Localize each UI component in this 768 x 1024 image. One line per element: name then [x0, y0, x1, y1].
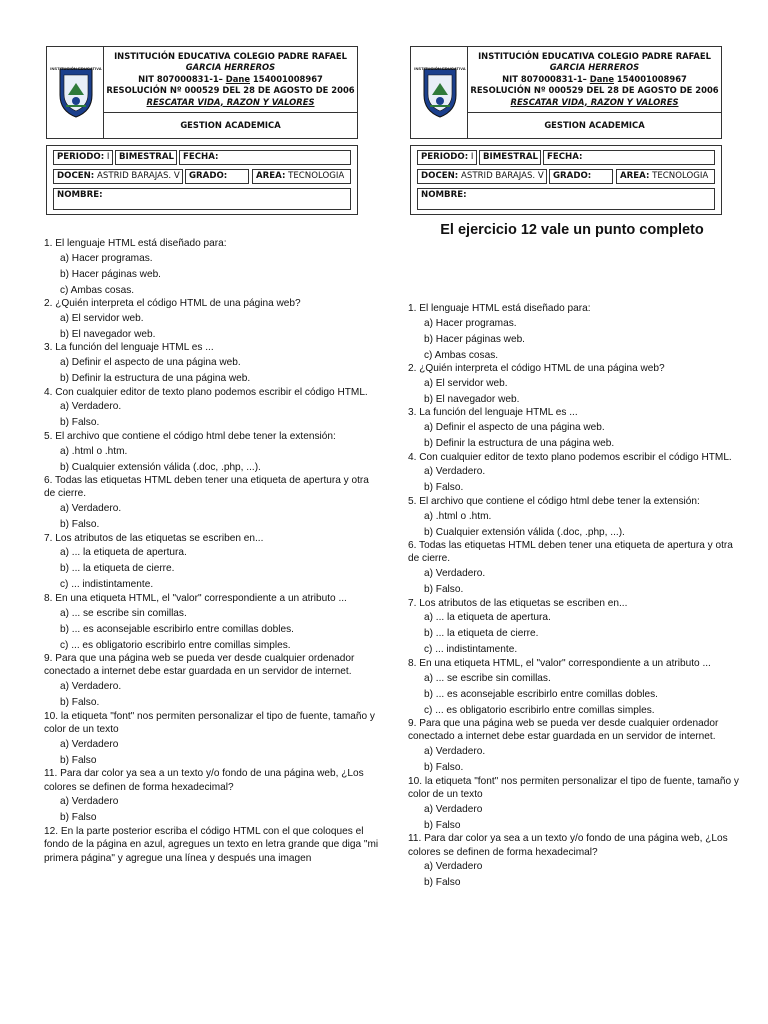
answer-option[interactable]: a) Hacer programas. [60, 252, 153, 264]
question-item [408, 597, 740, 657]
question-stem: 10. la etiqueta "font" nos permiten personalizar el tipo de fuente, tamaño y color de un texto [44, 710, 375, 736]
answer-option[interactable]: a) Verdadero. [60, 681, 122, 693]
question-stem: 3. La función del lenguaje HTML es ... [408, 407, 578, 419]
answer-option[interactable]: a) ... se escribe sin comillas. [424, 672, 551, 684]
question-stem: 11. Para dar color ya sea a un texto y/o fondo de una página web, ¿Los colores se definen de forma hexadecimal? [44, 768, 364, 793]
answer-option[interactable]: a) Verdadero [60, 796, 119, 808]
question-item [408, 657, 740, 717]
gestion-academica-label: GESTION ACADEMICA [544, 120, 645, 130]
question-list [408, 302, 740, 890]
logo-text: INSTITUCIÓN EDUCATIVA [414, 66, 466, 71]
answer-option[interactable]: a) El servidor web. [60, 313, 144, 324]
question-stem: 9. Para que una página web se pueda ver desde cualquier ordenador conectado a internet debe estar guardada en un servidor de internet. [408, 718, 719, 743]
answer-option[interactable]: b) Falso. [60, 519, 100, 531]
bimestral-field[interactable]: BIMESTRAL [479, 150, 541, 165]
question-stem: 8. En una etiqueta HTML, el "valor" correspondiente a un atributo ... [44, 592, 347, 604]
logo-text: INSTITUCIÓN EDUCATIVA [50, 66, 102, 71]
header-line-3: NIT 807000831-1– Dane 154001008967 [138, 73, 323, 84]
question-stem: 6. Todas las etiquetas HTML deben tener una etiqueta de apertura y otra de cierre. [44, 475, 369, 500]
answer-option[interactable]: a) ... la etiqueta de apertura. [424, 612, 551, 624]
logo-cell [411, 47, 468, 138]
bimestral-field[interactable]: BIMESTRAL [115, 150, 177, 165]
area-field[interactable]: AREA: TECNOLOGIA [252, 169, 351, 184]
answer-option[interactable]: b) Definir la estructura de una página web. [60, 373, 251, 385]
fecha-field[interactable]: FECHA: [179, 150, 351, 165]
answer-option[interactable]: b) Cualquier extensión válida (.doc, .php, ...). [60, 461, 261, 473]
answer-option[interactable]: b) Falso [60, 812, 97, 824]
question-stem: 10. la etiqueta "font" nos permiten personalizar el tipo de fuente, tamaño y color de un texto [408, 775, 739, 801]
question-item [408, 495, 740, 539]
question-stem: 12. En la parte posterior escriba el código HTML con el que coloques el fondo de la página en azul, agregues un texto en letra grande que diga "mi primera página" y agregue una línea y después una imagen [44, 825, 379, 864]
answer-option[interactable]: b) ... la etiqueta de cierre. [60, 563, 175, 575]
answer-option[interactable]: b) Definir la estructura de una página web. [424, 438, 615, 450]
header-line-2: GARCIA HERREROS [185, 62, 276, 73]
answer-option[interactable]: c) ... es obligatorio escribirlo entre comillas simples. [424, 704, 655, 716]
docen-field[interactable]: DOCEN: ASTRID BARAJAS. V [53, 169, 183, 184]
answer-option[interactable]: a) Verdadero [424, 803, 483, 815]
answer-option[interactable]: b) ... es aconsejable escribirlo entre comillas dobles. [60, 623, 294, 635]
answer-option[interactable]: a) Verdadero. [424, 568, 486, 580]
question-stem: 4. Con cualquier editor de texto plano podemos escribir el código HTML. [44, 386, 368, 398]
answer-option[interactable]: b) Falso. [60, 697, 100, 709]
answer-option[interactable]: a) .html o .htm. [60, 445, 128, 457]
answer-option[interactable]: a) Verdadero. [60, 401, 122, 413]
question-item [44, 825, 380, 865]
question-item [408, 406, 740, 450]
answer-option[interactable]: b) Falso. [60, 417, 100, 429]
question-item [44, 386, 380, 430]
answer-option[interactable]: a) Definir el aspecto de una página web. [60, 357, 241, 369]
answer-option[interactable]: a) ... se escribe sin comillas. [60, 607, 187, 619]
header-line-3: NIT 807000831-1– Dane 154001008967 [502, 73, 687, 84]
answer-option[interactable]: a) El servidor web. [424, 378, 508, 389]
nombre-field[interactable]: NOMBRE: [417, 188, 715, 210]
question-item [44, 592, 380, 652]
question-stem: 8. En una etiqueta HTML, el "valor" correspondiente a un atributo ... [408, 657, 711, 669]
periodo-field[interactable]: PERIODO: I [53, 150, 113, 165]
question-stem: 5. El archivo que contiene el código html debe tener la extensión: [44, 430, 336, 442]
question-item [408, 539, 740, 597]
answer-option[interactable]: a) Verdadero. [60, 503, 122, 515]
answer-option[interactable]: a) Verdadero. [424, 746, 486, 758]
answer-option[interactable]: b) Falso [424, 877, 461, 889]
answer-option[interactable]: c) ... indistintamente. [60, 579, 154, 591]
answer-option[interactable]: b) El navegador web. [424, 394, 520, 405]
question-list [44, 237, 380, 865]
area-field[interactable]: AREA: TECNOLOGIA [616, 169, 715, 184]
question-stem: 7. Los atributos de las etiquetas se escriben en... [408, 597, 628, 609]
question-item [408, 717, 740, 775]
docen-field[interactable]: DOCEN: ASTRID BARAJAS. V [417, 169, 547, 184]
institution-title [468, 47, 721, 113]
grado-field[interactable]: GRADO: [185, 169, 249, 184]
answer-option[interactable]: b) Cualquier extensión válida (.doc, .php, ...). [424, 526, 625, 538]
answer-option[interactable]: a) Definir el aspecto de una página web. [424, 422, 605, 434]
answer-option[interactable]: a) .html o .htm. [424, 510, 492, 522]
logo-cell [47, 47, 104, 138]
answer-option[interactable]: b) Hacer páginas web. [424, 333, 525, 345]
header-line-1: INSTITUCIÓN EDUCATIVA COLEGIO PADRE RAFAEL [114, 51, 347, 61]
header-line-2: GARCIA HERREROS [549, 62, 640, 73]
answer-option[interactable]: c) Ambas cosas. [424, 349, 499, 361]
question-item [44, 710, 380, 768]
answer-option[interactable]: a) Hacer programas. [424, 317, 517, 329]
question-stem: 9. Para que una página web se pueda ver desde cualquier ordenador conectado a internet debe estar guardada en un servidor de internet. [44, 653, 355, 678]
nombre-field[interactable]: NOMBRE: [53, 188, 351, 210]
fecha-field[interactable]: FECHA: [543, 150, 715, 165]
question-stem: 6. Todas las etiquetas HTML deben tener una etiqueta de apertura y otra de cierre. [408, 540, 733, 565]
question-item [408, 775, 740, 833]
question-stem: 1. El lenguaje HTML está diseñado para: [408, 303, 591, 314]
question-item [408, 451, 740, 495]
student-info-form [410, 145, 722, 215]
answer-option[interactable]: b) Falso. [424, 584, 464, 596]
header-line-4: RESOLUCIÓN Nº 000529 DEL 28 DE AGOSTO DE 2006 [106, 85, 355, 96]
answer-option[interactable]: b) El navegador web. [60, 329, 156, 340]
question-stem: 7. Los atributos de las etiquetas se escriben en... [44, 532, 264, 544]
question-stem: 2. ¿Quién interpreta el código HTML de una página web? [408, 363, 665, 375]
header-line-4: RESOLUCIÓN Nº 000529 DEL 28 DE AGOSTO DE 2006 [470, 85, 719, 96]
question-item [44, 297, 380, 341]
student-info-form [46, 145, 358, 215]
header-line-5: RESCATAR VIDA, RAZON Y VALORES [510, 96, 679, 107]
answer-option[interactable]: b) Hacer páginas web. [60, 268, 161, 280]
answer-option[interactable]: b) ... es aconsejable escribirlo entre comillas dobles. [424, 688, 658, 700]
periodo-field[interactable]: PERIODO: I [417, 150, 477, 165]
question-item [408, 362, 740, 406]
question-item [44, 430, 380, 474]
answer-option[interactable]: a) Verdadero [60, 738, 119, 750]
answer-option[interactable]: c) ... indistintamente. [424, 644, 518, 656]
question-stem: 2. ¿Quién interpreta el código HTML de una página web? [44, 298, 301, 310]
institution-header [410, 46, 722, 139]
question-stem: 5. El archivo que contiene el código html debe tener la extensión: [408, 495, 700, 507]
exercise-note: El ejercicio 12 vale un punto completo [440, 222, 704, 238]
question-item [44, 767, 380, 825]
answer-option[interactable]: c) ... es obligatorio escribirlo entre comillas simples. [60, 639, 291, 651]
answer-option[interactable]: b) ... la etiqueta de cierre. [424, 628, 539, 640]
gestion-academica-label: GESTION ACADEMICA [180, 120, 281, 130]
question-item [44, 237, 380, 297]
answer-option[interactable]: c) Ambas cosas. [60, 284, 135, 296]
question-item [44, 474, 380, 532]
question-item [408, 832, 740, 890]
question-stem: 11. Para dar color ya sea a un texto y/o fondo de una página web, ¿Los colores se definen de forma hexadecimal? [408, 833, 728, 858]
question-stem: 3. La función del lenguaje HTML es ... [44, 342, 214, 354]
answer-option[interactable]: b) Falso. [424, 762, 464, 774]
answer-option[interactable]: b) Falso [60, 754, 97, 766]
question-item [44, 652, 380, 710]
answer-option[interactable]: b) Falso [424, 819, 461, 831]
question-item [44, 341, 380, 385]
header-line-5: RESCATAR VIDA, RAZON Y VALORES [146, 96, 315, 107]
answer-option[interactable]: a) Verdadero. [424, 466, 486, 478]
answer-option[interactable]: a) Verdadero [424, 861, 483, 873]
question-stem: 4. Con cualquier editor de texto plano podemos escribir el código HTML. [408, 451, 732, 463]
question-stem: 1. El lenguaje HTML está diseñado para: [44, 238, 227, 249]
question-item [44, 532, 380, 592]
answer-option[interactable]: b) Falso. [424, 482, 464, 494]
answer-option[interactable]: a) ... la etiqueta de apertura. [60, 547, 187, 559]
institution-title [104, 47, 357, 113]
grado-field[interactable]: GRADO: [549, 169, 613, 184]
question-item [408, 302, 740, 362]
institution-header [46, 46, 358, 139]
header-line-1: INSTITUCIÓN EDUCATIVA COLEGIO PADRE RAFAEL [478, 51, 711, 61]
